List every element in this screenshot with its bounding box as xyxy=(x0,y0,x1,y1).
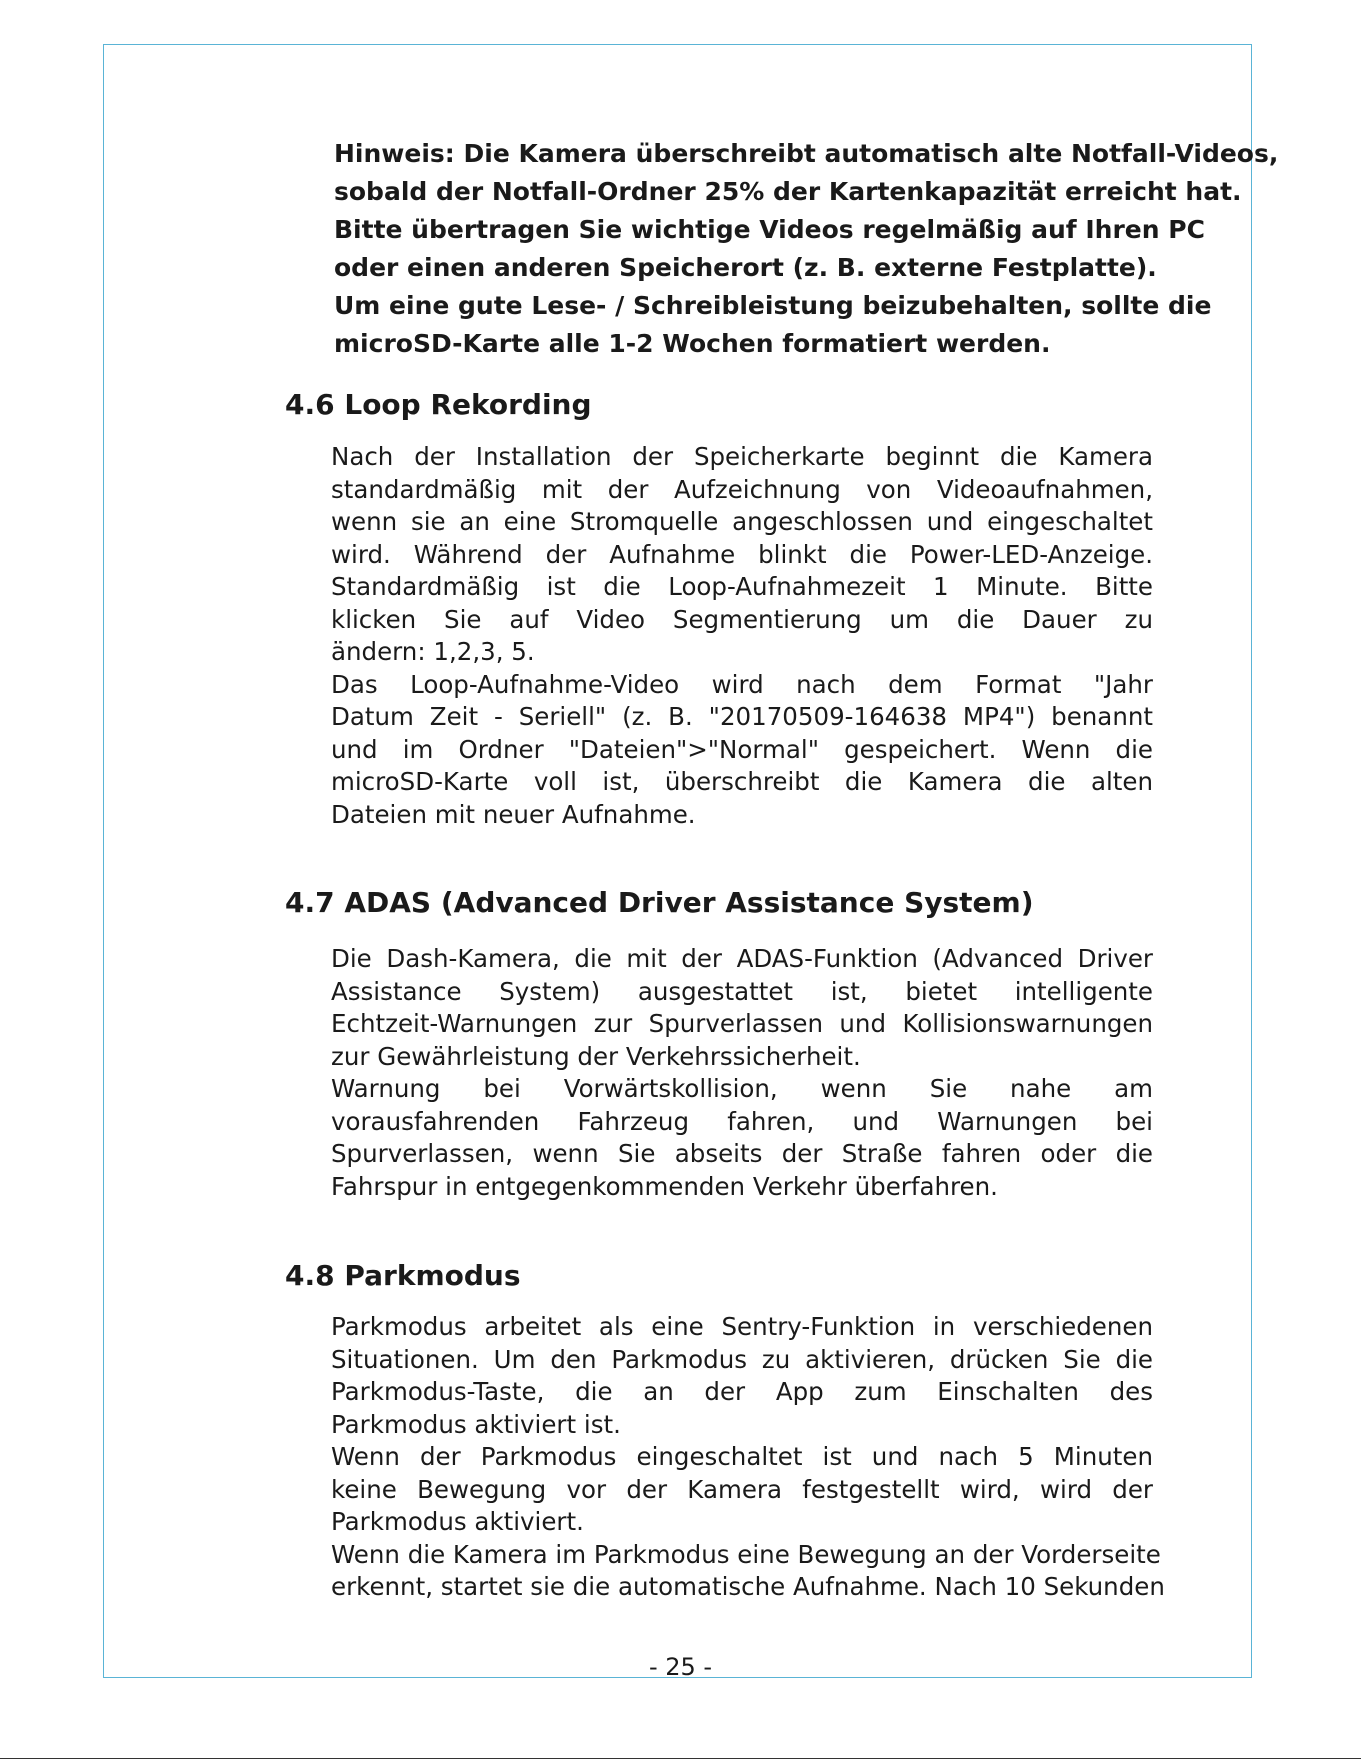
body-line: und im Ordner "Dateien">"Normal" gespeichert. Wenn die xyxy=(331,734,1153,764)
section-heading: 4.7 ADAS (Advanced Driver Assistance System) xyxy=(285,886,1034,919)
body-line: Dateien mit neuer Aufnahme. xyxy=(331,799,696,829)
body-line: wenn sie an eine Stromquelle angeschlossen und eingeschaltet xyxy=(331,507,1153,536)
body-line: Nach der Installation der Speicherkarte beginnt die Kamera xyxy=(331,442,1153,471)
body-line: vorausfahrenden Fahrzeug fahren, und Warnungen bei xyxy=(331,1106,1153,1136)
note-line: sobald der Notfall-Ordner 25% der Kartenkapazität erreicht hat. xyxy=(334,177,1242,206)
note-line: Bitte übertragen Sie wichtige Videos regelmäßig auf Ihren PC xyxy=(334,215,1205,244)
body-line: Situationen. Um den Parkmodus zu aktivieren, drücken Sie die xyxy=(331,1344,1153,1374)
body-line: Parkmodus aktiviert ist. xyxy=(331,1409,621,1439)
body-line: Die Dash-Kamera, die mit der ADAS-Funktion (Advanced Driver xyxy=(331,944,1153,973)
body-line: Wenn die Kamera im Parkmodus eine Bewegung an der Vorderseite xyxy=(331,1539,1161,1569)
note-line: oder einen anderen Speicherort (z. B. externe Festplatte). xyxy=(334,253,1157,282)
body-line: Assistance System) ausgestattet ist, bietet intelligente xyxy=(331,976,1153,1006)
body-line: Standardmäßig ist die Loop-Aufnahmezeit 1 Minute. Bitte xyxy=(331,572,1153,601)
section-body xyxy=(331,943,1153,1203)
body-line: Warnung bei Vorwärtskollision, wenn Sie nahe am xyxy=(331,1074,1153,1103)
body-line: Fahrspur in entgegenkommenden Verkehr überfahren. xyxy=(331,1171,998,1201)
body-line: standardmäßig mit der Aufzeichnung von Videoaufnahmen, xyxy=(331,474,1153,504)
section-body xyxy=(331,441,1153,831)
section-body xyxy=(331,1311,1165,1604)
note-line: Um eine gute Lese- / Schreibleistung beizubehalten, sollte die xyxy=(334,291,1212,320)
body-line: zur Gewährleistung der Verkehrssicherheit. xyxy=(331,1041,861,1071)
body-line: keine Bewegung vor der Kamera festgestellt wird, wird der xyxy=(331,1474,1153,1504)
section-heading: 4.8 Parkmodus xyxy=(285,1259,521,1292)
body-line: Parkmodus-Taste, die an der App zum Einschalten des xyxy=(331,1377,1153,1406)
body-line: microSD-Karte voll ist, überschreibt die Kamera die alten xyxy=(331,767,1153,796)
body-line: klicken Sie auf Video Segmentierung um die Dauer zu xyxy=(331,604,1153,634)
body-line: Parkmodus arbeitet als eine Sentry-Funktion in verschiedenen xyxy=(331,1312,1153,1341)
note-block xyxy=(334,135,1279,363)
body-line: Parkmodus aktiviert. xyxy=(331,1507,584,1536)
bottom-rule xyxy=(0,1758,1361,1759)
body-line: erkennt, startet sie die automatische Aufnahme. Nach 10 Sekunden xyxy=(331,1572,1165,1601)
body-line: Datum Zeit - Seriell" (z. B. "20170509-164638 MP4") benannt xyxy=(331,702,1153,731)
page-number: - 25 - xyxy=(648,1653,713,1681)
note-line: Hinweis: Die Kamera überschreibt automatisch alte Notfall-Videos, xyxy=(334,139,1279,168)
section-heading: 4.6 Loop Rekording xyxy=(285,388,592,421)
body-line: Wenn der Parkmodus eingeschaltet ist und nach 5 Minuten xyxy=(331,1442,1153,1471)
note-line: microSD-Karte alle 1-2 Wochen formatiert werden. xyxy=(334,329,1051,358)
body-line: Spurverlassen, wenn Sie abseits der Straße fahren oder die xyxy=(331,1139,1153,1168)
body-line: Echtzeit-Warnungen zur Spurverlassen und Kollisionswarnungen xyxy=(331,1009,1153,1038)
body-line: wird. Während der Aufnahme blinkt die Power-LED-Anzeige. xyxy=(331,539,1153,569)
body-line: ändern: 1,2,3, 5. xyxy=(331,637,535,666)
body-line: Das Loop-Aufnahme-Video wird nach dem Format "Jahr xyxy=(331,669,1153,699)
